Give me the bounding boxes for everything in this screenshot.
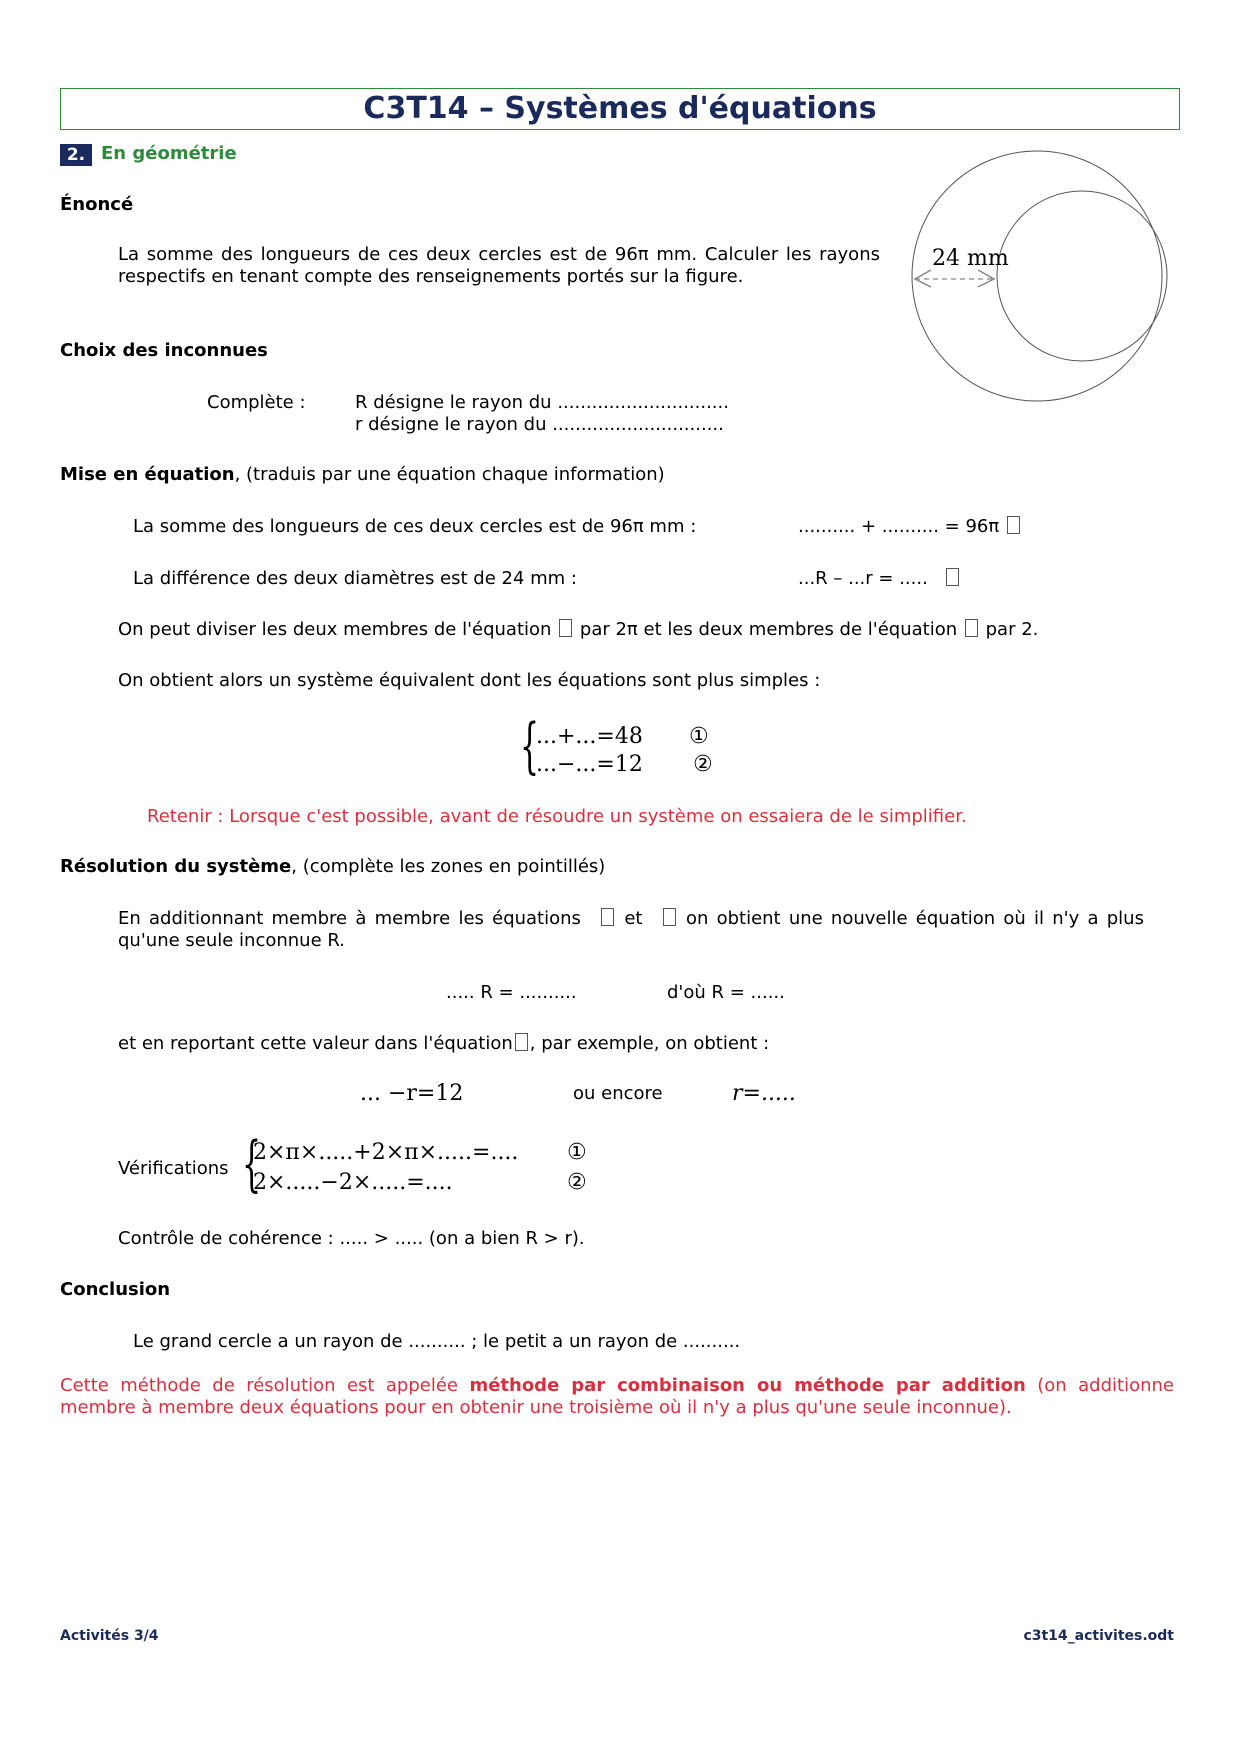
verif-eq1: 2×π×.....+2×π×.....=....: [253, 1140, 519, 1165]
substitution-expr: ... −r=12: [360, 1081, 464, 1106]
small-circle: [997, 191, 1167, 361]
ou-encore: ou encore: [573, 1083, 663, 1104]
verif-mark-1: ①: [567, 1140, 587, 1165]
verif-brace: {: [242, 1129, 262, 1199]
verif-eq2: 2×.....−2×.....=....: [253, 1170, 453, 1195]
eq2: ...R – ...r = .....: [798, 568, 928, 589]
section-number: 2.: [60, 144, 92, 166]
method-note-b: (on additionne membre à membre deux équations pour en obtenir une troisième où il n'y a plus qu'une seule inconnue).: [60, 1375, 1174, 1418]
system-eq2: ...−...=12: [536, 752, 643, 777]
resolution-heading-line: [60, 856, 605, 878]
conclusion-text: Le grand cercle a un rayon de .......... ; le petit a un rayon de ..........: [133, 1331, 741, 1352]
eq-ref-box-icon: [515, 1033, 528, 1051]
report-line: [118, 1033, 769, 1055]
system-brace: {: [520, 711, 540, 781]
divide-text: On peut diviser les deux membres de l'équation: [118, 619, 552, 640]
choix-heading: Choix des inconnues: [60, 340, 268, 361]
retenir-text: Retenir : Lorsque c'est possible, avant de résoudre un système on essaiera de le simplifier.: [147, 806, 967, 827]
mark-1: ①: [689, 724, 709, 749]
method-note-a: Cette méthode de résolution est appelée: [60, 1375, 470, 1396]
resolution-note: , (complète les zones en pointillés): [291, 856, 606, 877]
verif-label: Vérifications: [118, 1158, 229, 1179]
choix-line1: R désigne le rayon du ..............................: [355, 392, 729, 413]
eq-ref-box-icon: [946, 568, 959, 586]
mise-heading: Mise en équation: [60, 464, 235, 485]
conclusion-heading: Conclusion: [60, 1279, 171, 1300]
figure-label: 24 mm: [932, 246, 1009, 271]
obtain-text: On obtient alors un système équivalent dont les équations sont plus simples :: [118, 670, 821, 691]
resolution-heading: Résolution du système: [60, 856, 292, 877]
r-equation: ..... R = ..........: [446, 982, 577, 1003]
eq2-line: [798, 568, 961, 590]
report-b: , par exemple, on obtient :: [529, 1033, 770, 1054]
add-text-a: En additionnant membre à membre les équations: [118, 908, 581, 929]
section-title: En géométrie: [101, 143, 237, 164]
eq-ref-box-icon: [559, 619, 572, 637]
method-note-bold: méthode par combinaison ou méthode par addition: [469, 1375, 1026, 1396]
eq-ref-box-icon: [663, 908, 676, 926]
divide-mid: par 2π et les deux membres de l'équation: [579, 619, 958, 640]
add-text-c: on obtient une nouvelle équation où il n'y a plus qu'une seule inconnue R.: [118, 908, 1144, 951]
eq1: .......... + .......... = 96π: [798, 516, 1000, 537]
mark-2: ②: [693, 752, 713, 777]
choix-prompt: Complète :: [207, 392, 306, 413]
method-note: [60, 1375, 1174, 1419]
divide-end: par 2.: [985, 619, 1039, 640]
footer-left: Activités 3/4: [60, 1628, 159, 1644]
info2: La différence des deux diamètres est de 24 mm :: [133, 568, 577, 589]
page-title: C3T14 – Systèmes d'équations: [60, 88, 1180, 130]
enonce-text: La somme des longueurs de ces deux cercles est de 96π mm. Calculer les rayons respectifs en tenant compte des renseignements portés sur la figure.: [118, 244, 880, 287]
mise-note: , (traduis par une équation chaque information): [234, 464, 665, 485]
enonce-heading: Énoncé: [60, 194, 134, 215]
eq1-line: [798, 516, 1022, 538]
add-text: [118, 908, 1144, 952]
eq-ref-box-icon: [965, 619, 978, 637]
r-value: r=.....: [732, 1081, 796, 1106]
mise-heading-line: [60, 464, 665, 486]
divide-line: [118, 619, 1038, 641]
choix-line2: r désigne le rayon du ..............................: [355, 414, 724, 435]
report-a: et en reportant cette valeur dans l'équation: [118, 1033, 513, 1054]
info1: La somme des longueurs de ces deux cercles est de 96π mm :: [133, 516, 697, 537]
add-text-b: et: [624, 908, 643, 929]
circles-figure: [905, 148, 1180, 408]
r-result: d'où R = ......: [667, 982, 785, 1003]
large-circle: [912, 151, 1162, 401]
verif-mark-2: ②: [567, 1170, 587, 1195]
footer-right: c3t14_activites.odt: [1023, 1628, 1174, 1644]
system-eq1: ...+...=48: [536, 724, 643, 749]
controle-text: Contrôle de cohérence : ..... > ..... (on a bien R > r).: [118, 1228, 585, 1249]
eq-ref-box-icon: [601, 908, 614, 926]
eq-ref-box-icon: [1007, 516, 1020, 534]
